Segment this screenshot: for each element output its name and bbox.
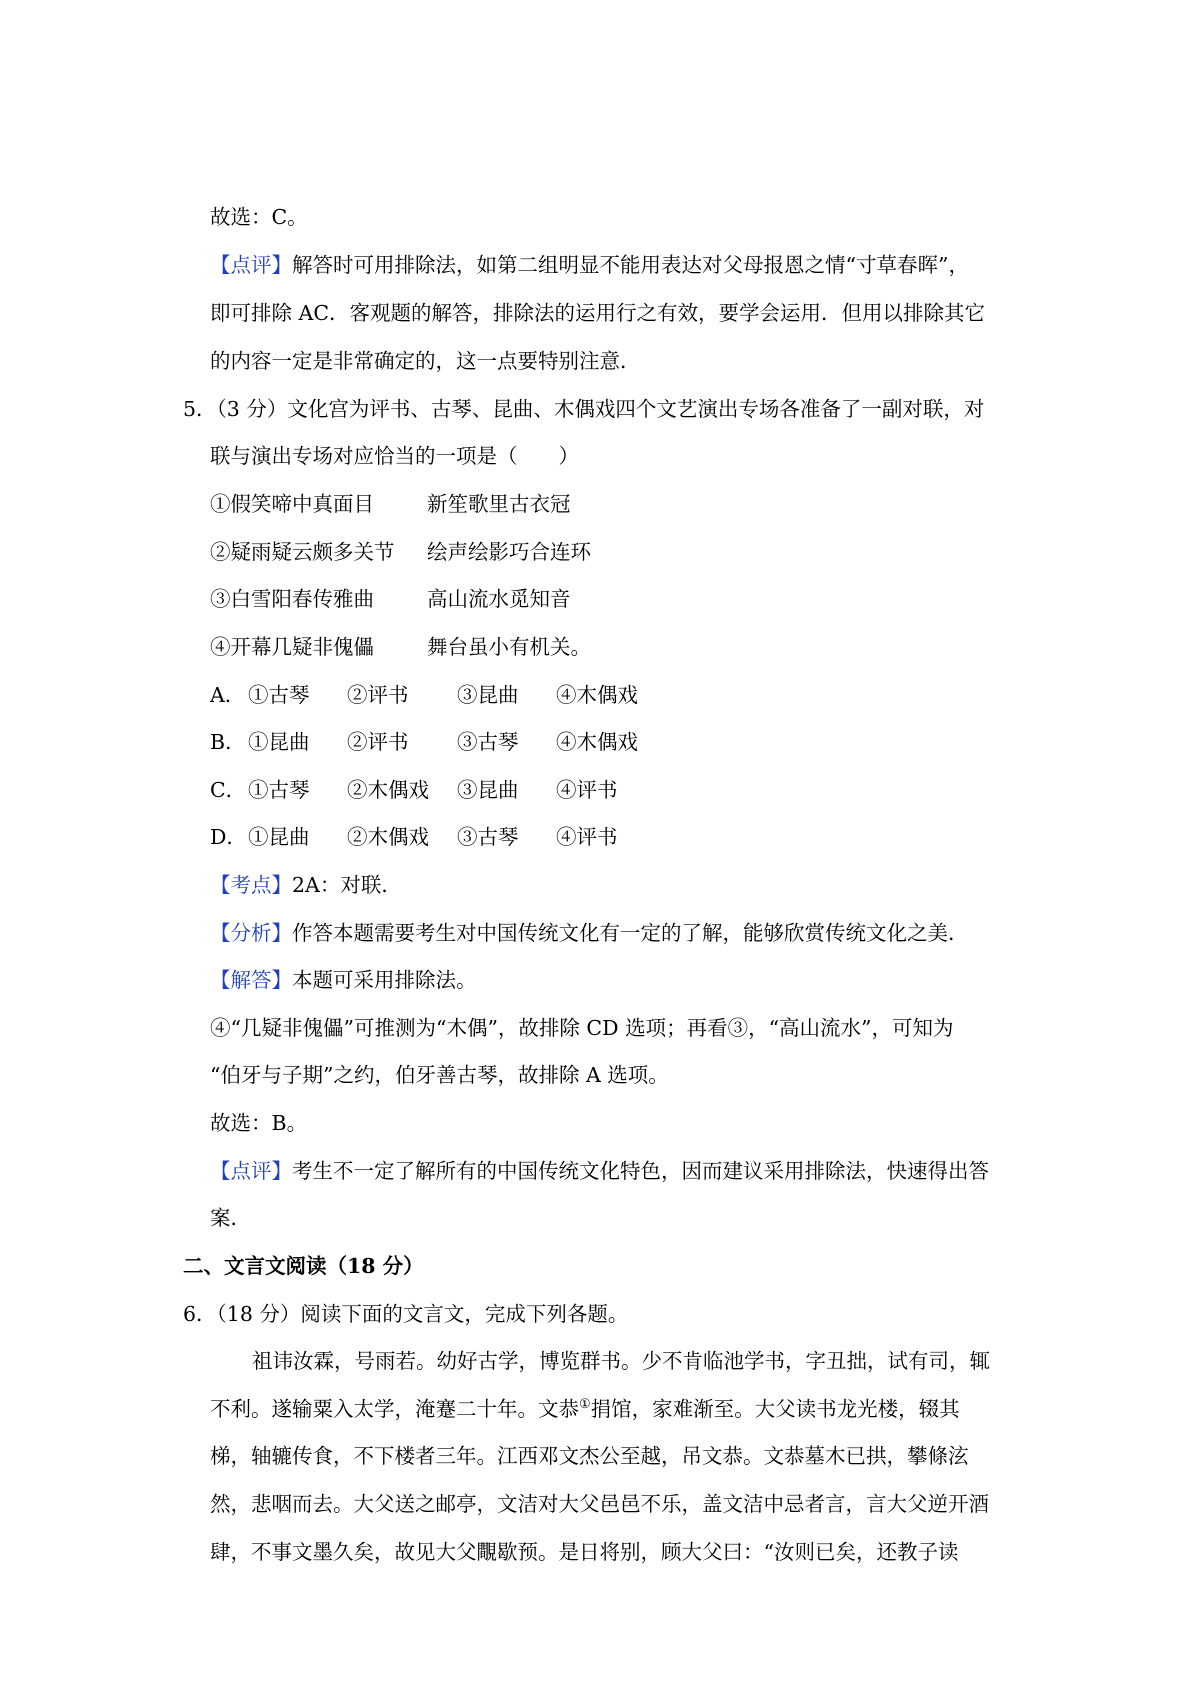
comment-text: 考生不一定了解所有的中国传统文化特色，因而建议采用排除法，快速得出答 <box>292 1159 989 1183</box>
couplet-4-upper: ④开幕几疑非傀儡 <box>210 635 374 659</box>
couplet-2-upper: ②疑雨疑云颇多关节 <box>210 540 395 564</box>
kaodian-text: 2A：对联． <box>292 873 402 897</box>
q4-comment-line-2: 即可排除 AC．客观题的解答，排除法的运用行之有效，要学会运用．但用以排除其它 <box>210 301 986 325</box>
passage-line-3: 梯，轴辘传食，不下楼者三年。江西邓文杰公至越，吊文恭。文恭墓木已拱，攀條泫 <box>210 1444 969 1468</box>
option-a-item-4: ④木偶戏 <box>556 683 638 707</box>
passage-line-5: 肆，不事文墨久矣，故见大父覸歇预。是日将别，顾大父曰：“汝则已矣，还教子读 <box>210 1540 959 1564</box>
option-d-item-4: ④评书 <box>556 825 618 849</box>
couplet-1-lower: 新笙歌里古衣冠 <box>427 492 571 516</box>
option-c-item-4: ④评书 <box>556 778 618 802</box>
q5-jieda <box>210 965 477 995</box>
q5-explain-line-2: “伯牙与子期”之约，伯牙善古琴，故排除 A 选项。 <box>210 1063 669 1087</box>
passage-line-1: 祖讳汝霖，号雨若。幼好古学，博览群书。少不肯临池学书，字丑拙，试有司，辄 <box>252 1349 990 1373</box>
couplet-1 <box>210 489 571 519</box>
couplet-4-lower: 舞台虽小有机关。 <box>427 635 591 659</box>
option-b-item-4: ④木偶戏 <box>556 730 638 754</box>
q5-stem-line-2: 联与演出专场对应恰当的一项是（ ） <box>210 444 579 468</box>
option-a[interactable] <box>210 680 638 710</box>
option-b-item-2: ②评书 <box>347 730 409 754</box>
option-d-letter: D． <box>210 825 247 849</box>
section-heading: 二、文言文阅读（18 分） <box>183 1254 424 1278</box>
option-b-letter: B． <box>210 730 246 754</box>
comment-tag: 【点评】 <box>210 253 292 277</box>
couplet-2-lower: 绘声绘影巧合连环 <box>427 540 591 564</box>
option-c[interactable] <box>210 775 618 805</box>
couplet-3-lower: 高山流水觅知音 <box>427 587 571 611</box>
q4-comment-line-3: 的内容一定是非常确定的，这一点要特别注意． <box>210 349 641 373</box>
option-a-item-3: ③昆曲 <box>457 683 519 707</box>
passage-line-4: 然，悲咽而去。大父送之邮亭，文洁对大父邑邑不乐，盖文洁中忌者言，言大父逆开酒 <box>210 1492 989 1516</box>
option-c-item-3: ③昆曲 <box>457 778 519 802</box>
option-b-item-1: ①昆曲 <box>248 730 310 754</box>
q4-answer: 故选：C。 <box>210 205 308 229</box>
option-c-letter: C． <box>210 778 247 802</box>
couplet-3-upper: ③白雪阳春传雅曲 <box>210 587 374 611</box>
option-b[interactable] <box>210 727 638 757</box>
couplet-3 <box>210 584 571 614</box>
q5-stem-line-1: 5．（3 分）文化宫为评书、古琴、昆曲、木偶戏四个文艺演出专场各准备了一副对联，对 <box>183 397 985 421</box>
q5-comment-line-2: 案． <box>210 1206 251 1230</box>
footnote-marker: ① <box>579 1397 591 1413</box>
option-a-letter: A． <box>210 683 246 707</box>
comment-tag: 【点评】 <box>210 1159 292 1183</box>
couplet-1-upper: ①假笑啼中真面目 <box>210 492 374 516</box>
q5-explain-line-1: ④“几疑非傀儡”可推测为“木偶”，故排除 CD 选项；再看③，“高山流水”，可知为 <box>210 1016 954 1040</box>
option-d-item-3: ③古琴 <box>457 825 519 849</box>
jieda-text: 本题可采用排除法。 <box>292 968 477 992</box>
fenxi-text: 作答本题需要考生对中国传统文化有一定的了解，能够欣赏传统文化之美． <box>292 921 969 945</box>
option-b-item-3: ③古琴 <box>457 730 519 754</box>
option-d-item-1: ①昆曲 <box>248 825 310 849</box>
option-d[interactable] <box>210 822 618 852</box>
couplet-2 <box>210 537 591 567</box>
q5-fenxi <box>210 918 969 948</box>
q5-comment-line-1 <box>210 1156 989 1186</box>
option-c-item-2: ②木偶戏 <box>347 778 429 802</box>
fenxi-tag: 【分析】 <box>210 921 292 945</box>
q4-comment-line-1 <box>210 250 969 280</box>
kaodian-tag: 【考点】 <box>210 873 292 897</box>
passage-line-2 <box>210 1394 960 1424</box>
q5-kaodian <box>210 870 402 900</box>
q6-stem: 6．（18 分）阅读下面的文言文，完成下列各题。 <box>183 1302 629 1326</box>
passage-line-2-b: 捐馆，家难渐至。大父读书龙光楼，辍其 <box>590 1397 960 1421</box>
option-a-item-1: ①古琴 <box>248 683 310 707</box>
comment-text: 解答时可用排除法，如第二组明显不能用表达对父母报恩之情“寸草春晖”， <box>292 253 969 277</box>
q5-answer: 故选：B。 <box>210 1111 308 1135</box>
jieda-tag: 【解答】 <box>210 968 292 992</box>
passage-line-2-a: 不利。遂输粟入太学，淹蹇二十年。文恭 <box>210 1397 579 1421</box>
option-c-item-1: ①古琴 <box>248 778 310 802</box>
option-d-item-2: ②木偶戏 <box>347 825 429 849</box>
option-a-item-2: ②评书 <box>347 683 409 707</box>
couplet-4 <box>210 632 591 662</box>
